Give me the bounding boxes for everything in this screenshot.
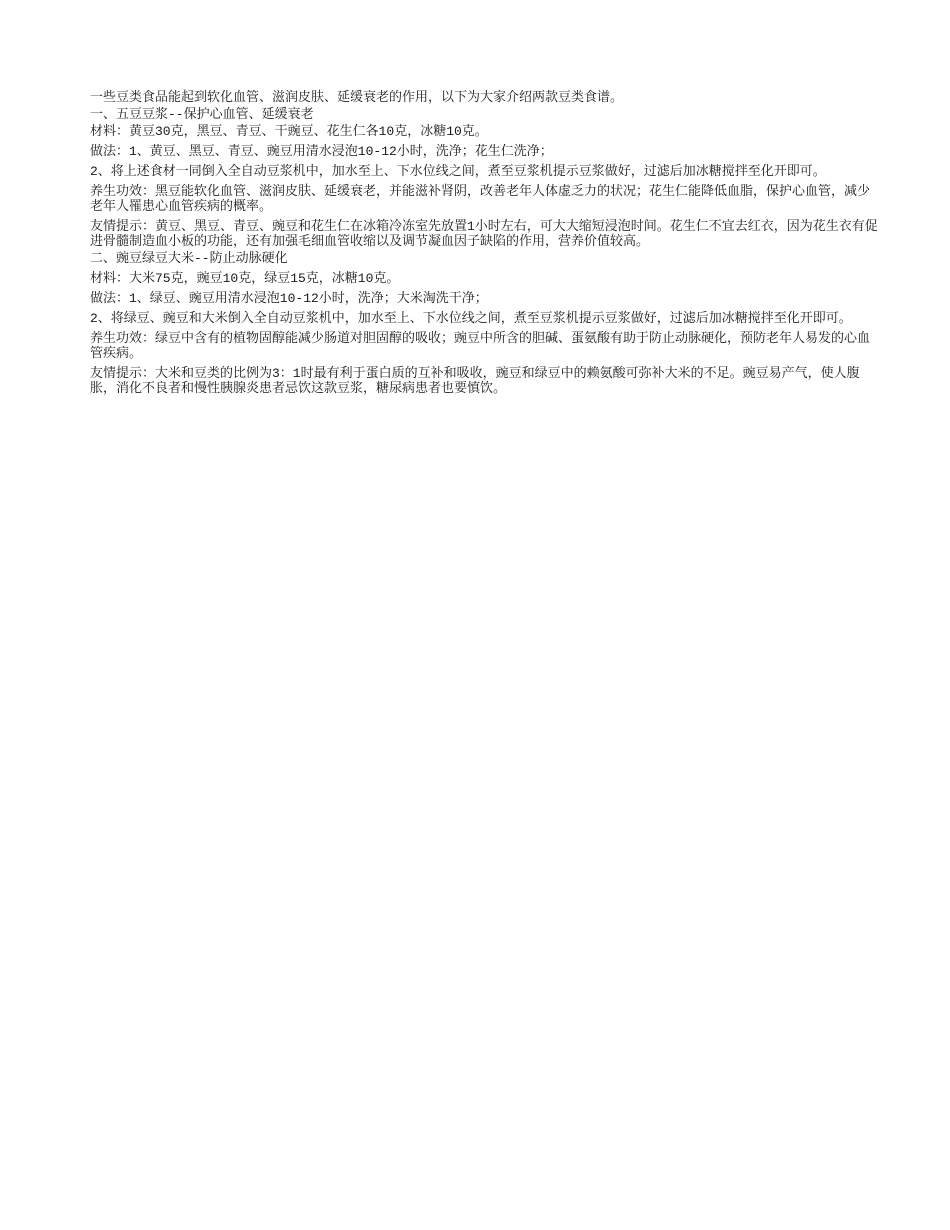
- section-1-tips: 友情提示：黄豆、黑豆、青豆、豌豆和花生仁在冰箱冷冻室先放置1小时左右，可大大缩短浸泡时间。花生仁不宜去红衣，因为花生衣有促进骨髓制造血小板的功能，还有加强毛细血管收缩以及调节凝血因子缺陷的作用，营养价值较高。: [90, 219, 878, 249]
- section-2-benefits: 养生功效：绿豆中含有的植物固醇能减少肠道对胆固醇的吸收；豌豆中所含的胆碱、蛋氨酸有助于防止动脉硬化，预防老年人易发的心血管疾病。: [90, 331, 871, 361]
- section-2-ingredients: 材料：大米75克，豌豆10克，绿豆15克，冰糖10克。: [90, 271, 400, 286]
- section-1-method-step-2: 2、将上述食材一同倒入全自动豆浆机中，加水至上、下水位线之间，煮至豆浆机提示豆浆做好，过滤后加冰糖搅拌至化开即可。: [90, 164, 826, 179]
- section-2-method-step-1: 做法：1、绿豆、豌豆用清水浸泡10-12小时，洗净；大米淘洗干净；: [90, 291, 488, 306]
- intro-paragraph: 一些豆类食品能起到软化血管、滋润皮肤、延缓衰老的作用，以下为大家介绍两款豆类食谱。: [90, 90, 624, 105]
- section-2-method-step-2: 2、将绿豆、豌豆和大米倒入全自动豆浆机中，加水至上、下水位线之间，煮至豆浆机提示豆浆做好，过滤后加冰糖搅拌至化开即可。: [90, 311, 852, 326]
- section-2-heading: 二、豌豆绿豆大米--防止动脉硬化: [90, 251, 288, 266]
- document-body: [90, 90, 880, 401]
- section-1-benefits: 养生功效：黑豆能软化血管、滋润皮肤、延缓衰老，并能滋补肾阴，改善老年人体虚乏力的状况；花生仁能降低血脂，保护心血管，减少老年人罹患心血管疾病的概率。: [90, 184, 871, 214]
- section-2-tips: 友情提示：大米和豆类的比例为3：1时最有利于蛋白质的互补和吸收，豌豆和绿豆中的赖氨酸可弥补大米的不足。豌豆易产气，使人腹胀，消化不良者和慢性胰腺炎患者忌饮这款豆浆，糖尿病患者也要慎饮。: [90, 366, 860, 396]
- section-1-method-step-1: 做法：1、黄豆、黑豆、青豆、豌豆用清水浸泡10-12小时，洗净；花生仁洗净；: [90, 144, 553, 159]
- section-1-heading: 一、五豆豆浆--保护心血管、延缓衰老: [90, 107, 314, 122]
- section-1-ingredients: 材料：黄豆30克，黑豆、青豆、干豌豆、花生仁各10克，冰糖10克。: [90, 124, 488, 139]
